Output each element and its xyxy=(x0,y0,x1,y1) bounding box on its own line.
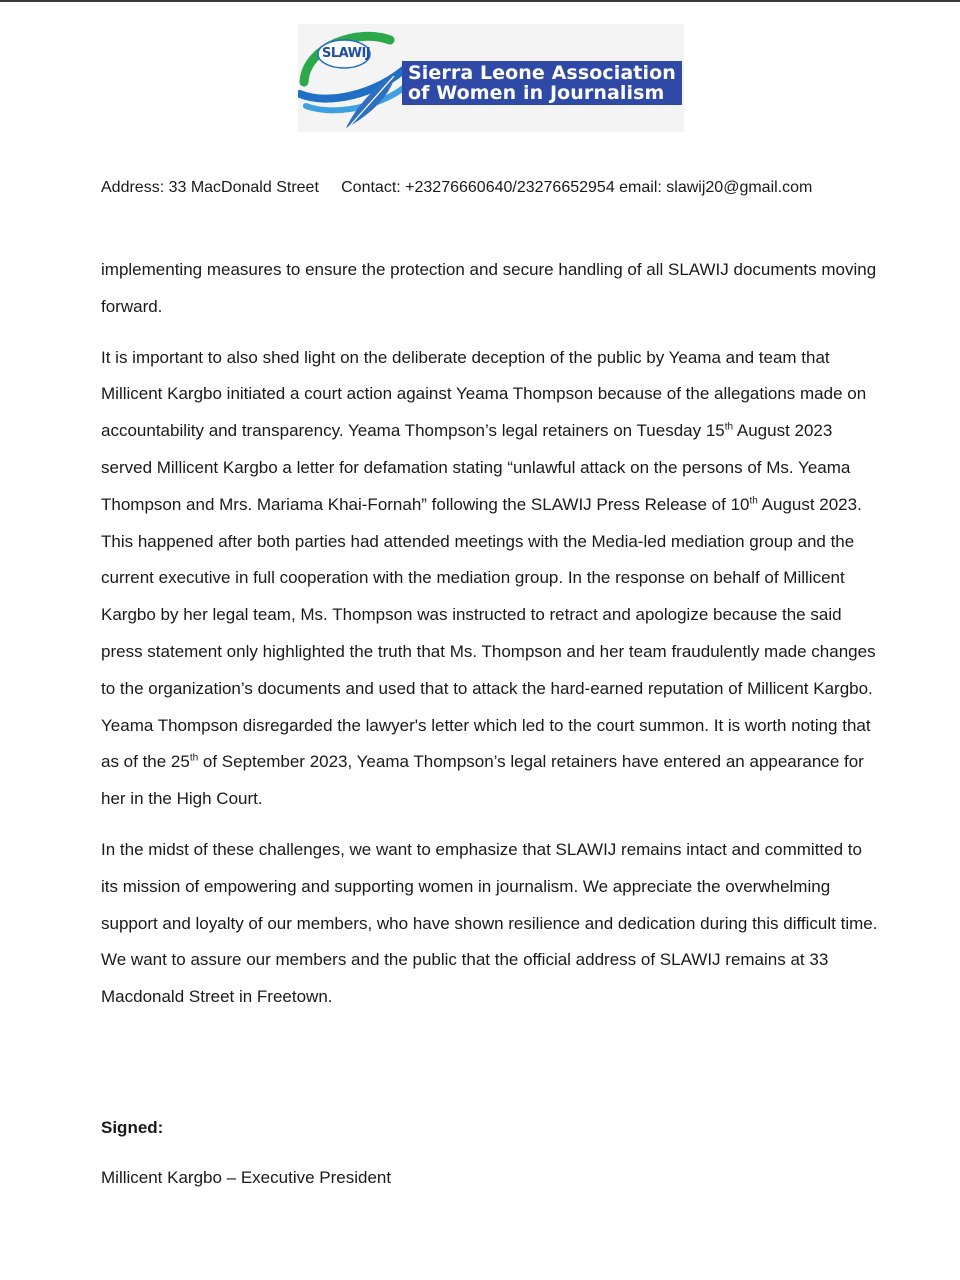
logo-badge-text: SLAWIJ xyxy=(322,46,371,61)
logo-title-line1: Sierra Leone Association xyxy=(408,62,676,84)
paragraph-2 xyxy=(101,340,881,818)
ordinal-suffix: th xyxy=(724,421,734,433)
logo-banner xyxy=(402,61,682,105)
paragraph-2-part-d: of September 2023, Yeama Thompson’s legal retainers have entered an appearance for her in the High Court. xyxy=(101,752,864,809)
letterhead-contact-line xyxy=(101,179,812,197)
ordinal-suffix: th xyxy=(189,752,199,764)
address-text: Address: 33 MacDonald Street xyxy=(101,179,319,196)
page-top-border xyxy=(0,0,960,2)
paragraph-2-part-a: It is important to also shed light on the deliberate deception of the public by Yeama and team that Millicent Kargbo initiated a court action against Yeama Thompson because of the allegations made on accountability and transparency. Yeama Thompson’s legal retainers on Tuesday 15 xyxy=(101,347,867,441)
ordinal-suffix: th xyxy=(749,495,758,507)
paragraph-2-part-c: August 2023. This happened after both parties had attended meetings with the Media-led mediation group and the current executive in full cooperation with the mediation group. In the response on behalf of Millicent Kargbo by her legal team, Ms. Thompson was instructed to retract and apologize because the said press statement only highlighted the truth that Ms. Thompson and her team fraudulently made changes to the organization’s documents and used that to attack the hard-earned reputation of Millicent Kargbo. Yeama Thompson disregarded the lawyer's letter which led to the court summon. It is worth noting that as of the 25 xyxy=(101,494,876,772)
paragraph-2-part-b: August 2023 served Millicent Kargbo a letter for defamation stating “unlawful attack on the persons of Ms. Yeama Thompson and Mrs. Mariama Khai-Fornah” following the SLAWIJ Press Release of 10 xyxy=(101,421,851,514)
letter-body xyxy=(101,252,881,1030)
signatory-name: Millicent Kargbo – Executive President xyxy=(101,1168,392,1187)
logo-title-line2: of Women in Journalism xyxy=(408,82,665,104)
paragraph-1: implementing measures to ensure the protection and secure handling of all SLAWIJ documents moving forward. xyxy=(101,260,877,316)
paragraph-3: In the midst of these challenges, we want to emphasize that SLAWIJ remains intact and committed to its mission of empowering and supporting women in journalism. We appreciate the overwhelming support and loyalty of our members, who have shown resilience and dedication during this difficult time. We want to assure our members and the public that the official address of SLAWIJ remains at 33 Macdonald Street in Freetown. xyxy=(101,839,878,1007)
slawij-logo xyxy=(298,24,684,132)
signed-label: Signed: xyxy=(101,1118,164,1137)
contact-text: Contact: +23276660640/23276652954 email: slawij20@gmail.com xyxy=(341,179,813,196)
